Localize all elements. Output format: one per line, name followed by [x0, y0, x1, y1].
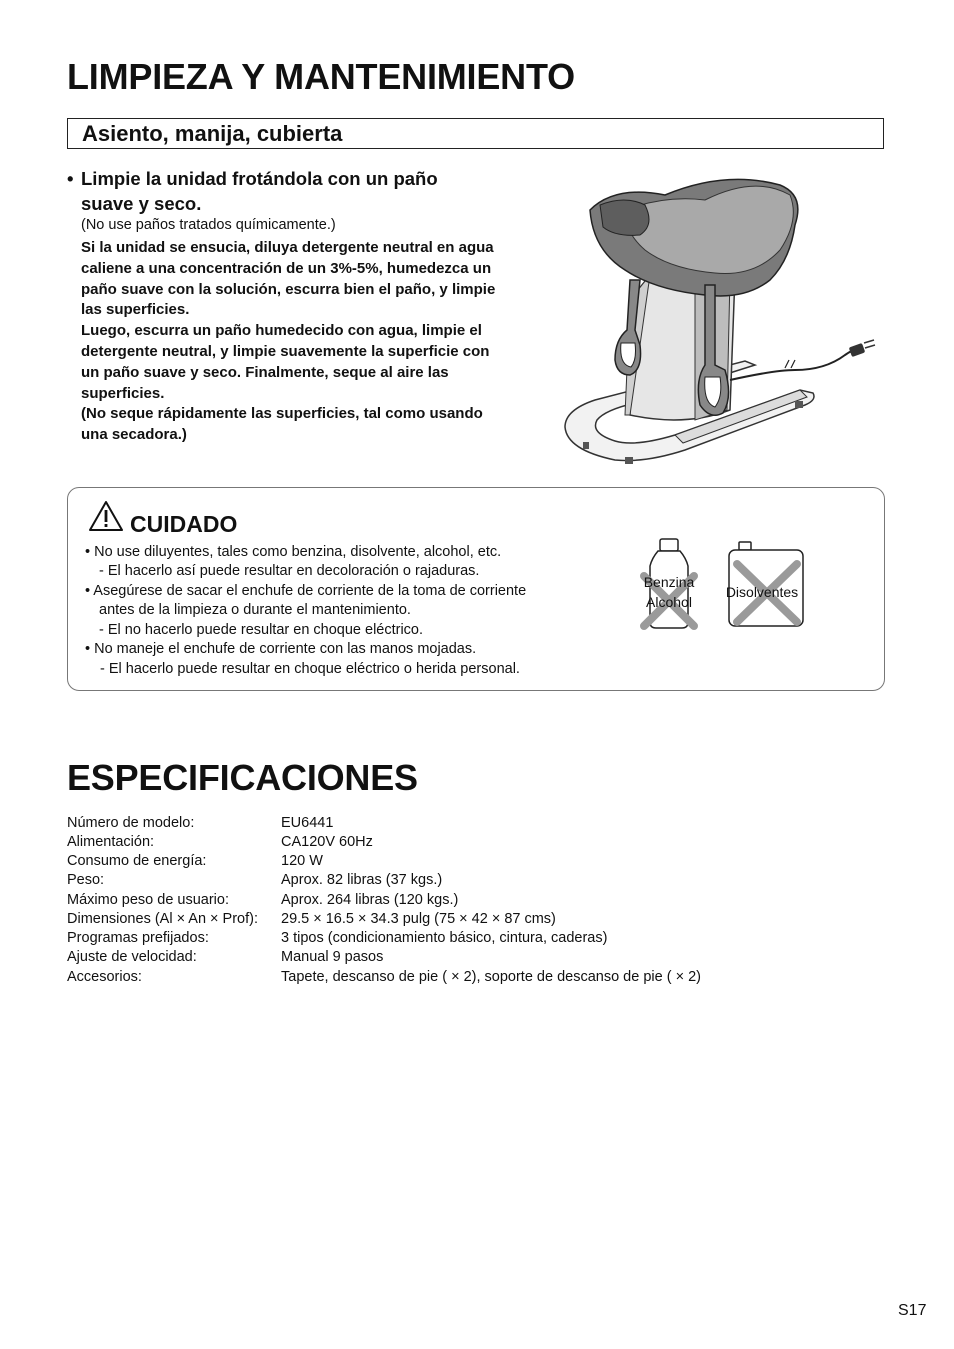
instruction-line: una secadora.) [81, 426, 187, 444]
spec-label: Peso: [67, 872, 105, 888]
spec-value: 120 W [281, 853, 323, 869]
spec-label: Número de modelo: [67, 815, 195, 831]
instruction-line: detergente neutral, y limpie suavemente la superficie con [81, 342, 490, 360]
caution-line: • No use diluyentes, tales como benzina, disolvente, alcohol, etc. [85, 544, 502, 560]
cleaning-lead-2: suave y seco. [81, 193, 202, 214]
instruction-line: caliene a una concentración de un 3%-5%, humedezca un [81, 259, 492, 277]
caution-line: - El no hacerlo puede resultar en choque eléctrico. [99, 622, 424, 638]
instruction-line: (No seque rápidamente las superficies, tal como usando [81, 405, 483, 423]
caution-line: • No maneje el enchufe de corriente con las manos mojadas. [85, 641, 477, 657]
benzina-label: Benzina [643, 574, 695, 590]
spec-value: CA120V 60Hz [281, 834, 373, 850]
cleaning-lead-1: Limpie la unidad frotándola con un paño [81, 168, 438, 189]
spec-label: Programas prefijados: [67, 930, 209, 946]
section-header-box [67, 118, 884, 149]
instruction-line: las superficies. [81, 301, 190, 319]
disolventes-label: Disolventes [725, 584, 799, 600]
product-illustration [555, 165, 885, 470]
cleaning-instructions [81, 238, 541, 446]
spec-value: 3 tipos (condicionamiento básico, cintura, caderas) [281, 930, 608, 946]
instruction-line: paño suave con la solución, escurra bien el paño, y limpie [81, 280, 496, 298]
caution-line: • Asegúrese de sacar el enchufe de corriente de la toma de corriente [85, 583, 527, 599]
page-title: LIMPIEZA Y MANTENIMIENTO [67, 56, 575, 97]
spec-label: Accesorios: [67, 969, 142, 985]
spec-value: Manual 9 pasos [281, 949, 384, 965]
instruction-line: Luego, escurra un paño humedecido con agua, limpie el [81, 322, 482, 340]
spec-label: Máximo peso de usuario: [67, 892, 229, 908]
specs-title: ESPECIFICACIONES [67, 757, 418, 798]
caution-title: CUIDADO [130, 511, 238, 537]
spec-label: Dimensiones (Al × An × Prof): [67, 911, 258, 927]
caution-line: - El hacerlo así puede resultar en decoloración o rajaduras. [99, 563, 480, 579]
section-subtitle: Asiento, manija, cubierta [82, 121, 343, 146]
instruction-line: un paño suave y seco. Finalmente, seque al aire las [81, 363, 449, 381]
instruction-line: superficies. [81, 384, 165, 402]
spec-label: Consumo de energía: [67, 853, 207, 869]
caution-line: antes de la limpieza o durante el mantenimiento. [99, 602, 411, 618]
spec-value: 29.5 × 16.5 × 34.3 pulg (75 × 42 × 87 cms) [281, 911, 556, 927]
spec-value: EU6441 [281, 815, 334, 831]
caution-line: - El hacerlo puede resultar en choque eléctrico o herida personal. [100, 661, 520, 677]
spec-label: Alimentación: [67, 834, 155, 850]
caution-box [67, 487, 885, 691]
instruction-line: Si la unidad se ensucia, diluya detergente neutral en agua [81, 239, 494, 256]
spec-value: Aprox. 264 libras (120 kgs.) [281, 892, 459, 908]
spec-label: Ajuste de velocidad: [67, 949, 197, 965]
cleaning-note: (No use paños tratados químicamente.) [81, 217, 336, 233]
spec-value: Tapete, descanso de pie ( × 2), soporte de descanso de pie ( × 2) [281, 969, 701, 985]
spec-value: Aprox. 82 libras (37 kgs.) [281, 872, 443, 888]
cleaning-bullet: • [67, 168, 74, 189]
page-number: S17 [898, 1302, 927, 1319]
alcohol-label: Alcohol [646, 594, 692, 610]
warning-triangle-icon [88, 500, 124, 532]
